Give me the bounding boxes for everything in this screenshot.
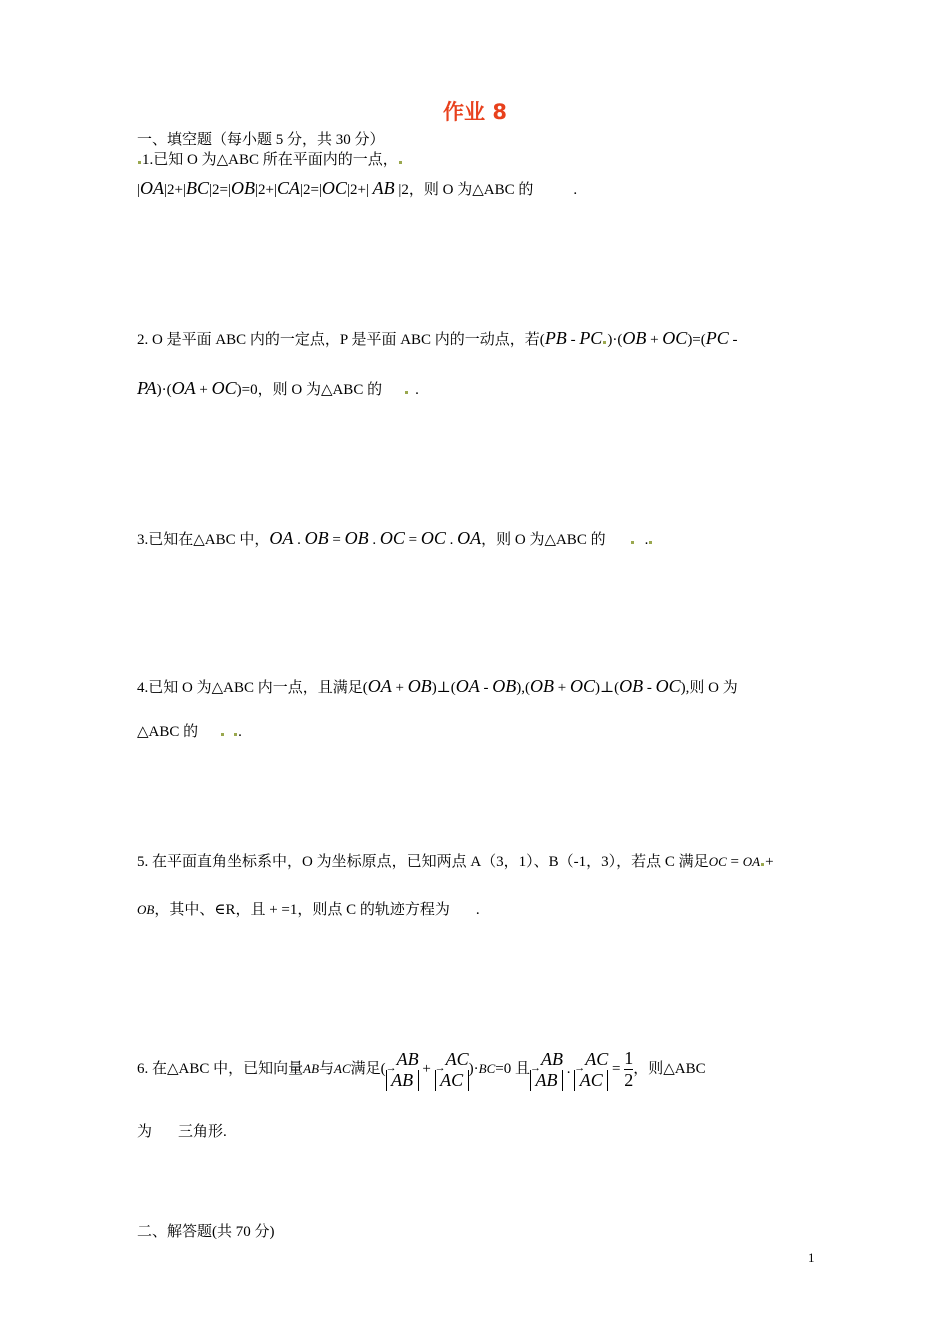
q1-text: |2，则 O 为△ABC 的 (398, 182, 534, 198)
q5-vec: OB (137, 902, 155, 917)
q1-text: |2+| (254, 182, 277, 198)
q3-text: ，则 O 为△ABC 的 (481, 532, 606, 548)
q1-text: . (573, 182, 578, 198)
q5-vec: OC (708, 854, 727, 869)
q6-vec: AB (541, 1048, 563, 1069)
q2-line2 (137, 378, 419, 399)
q3-op: . (372, 532, 377, 548)
q6-text: 与 (319, 1060, 335, 1077)
q2-vec: PC (705, 328, 729, 348)
mark-dot (234, 733, 237, 736)
q2-text: )=0，则 O 为△ABC 的 (236, 382, 383, 398)
q1-vec: CA (276, 178, 300, 198)
q5-text: . (475, 902, 480, 918)
q1-text: |2+| (164, 182, 186, 198)
q1-vec: OB (230, 178, 255, 198)
page-number: 1 (808, 1250, 815, 1265)
q3-line (137, 528, 653, 549)
q3-vec: OA (457, 528, 482, 548)
q2-text: )=( (687, 332, 706, 348)
q4-vec: OB (407, 676, 432, 696)
q6-frac-num (530, 1048, 563, 1074)
q6-vec: AC (585, 1048, 609, 1069)
page-title: 作业 8 (443, 100, 507, 124)
q6-op: = (612, 1060, 621, 1077)
q4-text: ),( (516, 680, 531, 696)
q4-text: . (238, 724, 242, 740)
q6-frac-den: AC (574, 1070, 608, 1091)
mark-dot (761, 863, 764, 866)
q3-vec: OB (344, 528, 369, 548)
q4-op: - (646, 680, 652, 696)
q1-text: | (137, 182, 141, 198)
q6-line2 (137, 1120, 227, 1141)
mark-dot (603, 341, 606, 344)
q6-frac-num (385, 1048, 419, 1074)
q3-op: = (408, 532, 418, 548)
q2-op: - (732, 332, 738, 348)
q3-vec: OC (420, 528, 446, 548)
mark-dot (649, 541, 652, 544)
q6-text: =0 且 (495, 1060, 530, 1077)
q4-op: + (395, 680, 404, 696)
q6-unit-ab (386, 1049, 419, 1091)
q4-text: ),则 O 为 (680, 680, 738, 696)
q4-vec: OB (619, 676, 644, 696)
q5-op: + (765, 854, 774, 870)
q6-text: ，则△ABC (633, 1060, 706, 1077)
q2-vec: OC (662, 328, 688, 348)
q4-vec: OC (655, 676, 681, 696)
q6-unit-ac (435, 1049, 469, 1091)
q1-text: |2=| (299, 182, 322, 198)
vector-arrow-icon: → (385, 1061, 397, 1074)
q2-text: )·( (607, 332, 623, 348)
q4-op: + (557, 680, 567, 696)
q1-vec: BC (185, 178, 209, 198)
q6-half-den: 2 (624, 1070, 634, 1090)
q2-vec: OA (171, 378, 196, 398)
q6-frac-den: AC (435, 1070, 469, 1091)
q4-text: )⊥( (431, 680, 456, 696)
section-heading-answers (137, 1220, 275, 1241)
q6-vec: AB (303, 1060, 320, 1076)
q5-vec: OA (742, 854, 761, 869)
q2-op: + (650, 332, 659, 348)
q4-vec: OA (455, 676, 480, 696)
q6-unit-ac-2 (574, 1049, 608, 1091)
mark-dot (399, 161, 402, 164)
q4-text: △ABC 的 (137, 724, 199, 740)
q2-vec: OC (211, 378, 237, 398)
q6-text: )· (468, 1060, 479, 1077)
q6-formula (137, 1048, 706, 1091)
q6-op: . (566, 1060, 571, 1077)
section-heading-fill-in: 一、填空题（每小题 5 分，共 30 分） (137, 132, 385, 148)
q3-vec: OA (269, 528, 294, 548)
q2-text: . (415, 382, 419, 398)
q6-vec: AC (445, 1048, 469, 1069)
q4-text: 4.已知 O 为△ABC 内一点，且满足( (137, 680, 368, 696)
q1-text: |2=| (209, 182, 231, 198)
q2-text: 2. O 是平面 ABC 内的一定点，P 是平面 ABC 内的一动点，若( (137, 332, 545, 348)
q5-op: = (730, 854, 739, 870)
q2-op: + (199, 382, 208, 398)
q3-vec: OC (379, 528, 405, 548)
vector-arrow-icon: → (434, 1061, 446, 1074)
vector-arrow-icon: → (530, 1061, 541, 1074)
q1-text: |2+| (346, 182, 369, 198)
q2-vec: PB (544, 328, 567, 348)
q5-text: 5. 在平面直角坐标系中，O 为坐标原点，已知两点 A（3，1）、B（-1，3），若点 C 满足 (137, 854, 709, 870)
mark-dot (405, 391, 408, 394)
q3-op: . (449, 532, 454, 548)
q1-vec: OA (140, 178, 165, 198)
q3-text: . (644, 532, 649, 548)
mark-dot (138, 161, 141, 164)
q4-vec: OB (530, 676, 555, 696)
q2-line1 (137, 328, 738, 349)
q6-half-num: 1 (624, 1048, 634, 1068)
q2-op: - (570, 332, 576, 348)
q6-frac-den: AB (386, 1070, 419, 1091)
q1-equation (137, 178, 577, 199)
q6-frac-num (574, 1048, 609, 1074)
q6-vec: AC (334, 1060, 351, 1076)
q5-line2 (137, 898, 480, 919)
q4-text: )⊥( (595, 680, 620, 696)
q4-line2 (137, 720, 242, 741)
q1-intro (137, 148, 403, 169)
vector-arrow-icon: → (574, 1061, 586, 1074)
q3-op: = (332, 532, 341, 548)
q4-vec: OA (367, 676, 392, 696)
q3-text: 3.已知在△ABC 中， (137, 532, 270, 548)
q6-text: 为 (137, 1124, 153, 1140)
q6-text: 满足( (350, 1060, 386, 1077)
q1-vec: AB (372, 178, 395, 198)
q6-vec: BC (478, 1060, 496, 1076)
q6-text: 6. 在△ABC 中，已知向量 (137, 1060, 304, 1077)
mark-dot (631, 541, 634, 544)
q1-vec: OC (321, 178, 347, 198)
q4-vec: OC (570, 676, 596, 696)
q5-text: ，其中、∈R，且 + =1，则点 C 的轨迹方程为 (154, 902, 450, 918)
mark-dot (221, 733, 224, 736)
q6-vec: AB (396, 1048, 419, 1069)
q3-op: . (297, 532, 301, 548)
q4-line1 (137, 676, 738, 697)
q4-op: - (483, 680, 489, 696)
q6-frac-den: AB (530, 1070, 563, 1091)
q2-vec: OB (622, 328, 647, 348)
q2-text: )·( (156, 382, 172, 398)
q6-one-half (624, 1048, 633, 1091)
q6-unit-ab-2 (530, 1049, 563, 1091)
q2-vec: PC (579, 328, 603, 348)
q6-text: 三角形. (178, 1124, 227, 1140)
section-heading-text: 二、解答题(共 70 分) (137, 1224, 275, 1240)
q6-op: + (422, 1060, 431, 1077)
q6-frac-num (434, 1048, 469, 1074)
q2-vec: PA (137, 378, 157, 398)
q4-vec: OB (492, 676, 517, 696)
q1-intro-text: 1.已知 O 为△ABC 所在平面内的一点， (142, 152, 398, 168)
q5-line1 (137, 850, 774, 871)
q3-vec: OB (304, 528, 329, 548)
